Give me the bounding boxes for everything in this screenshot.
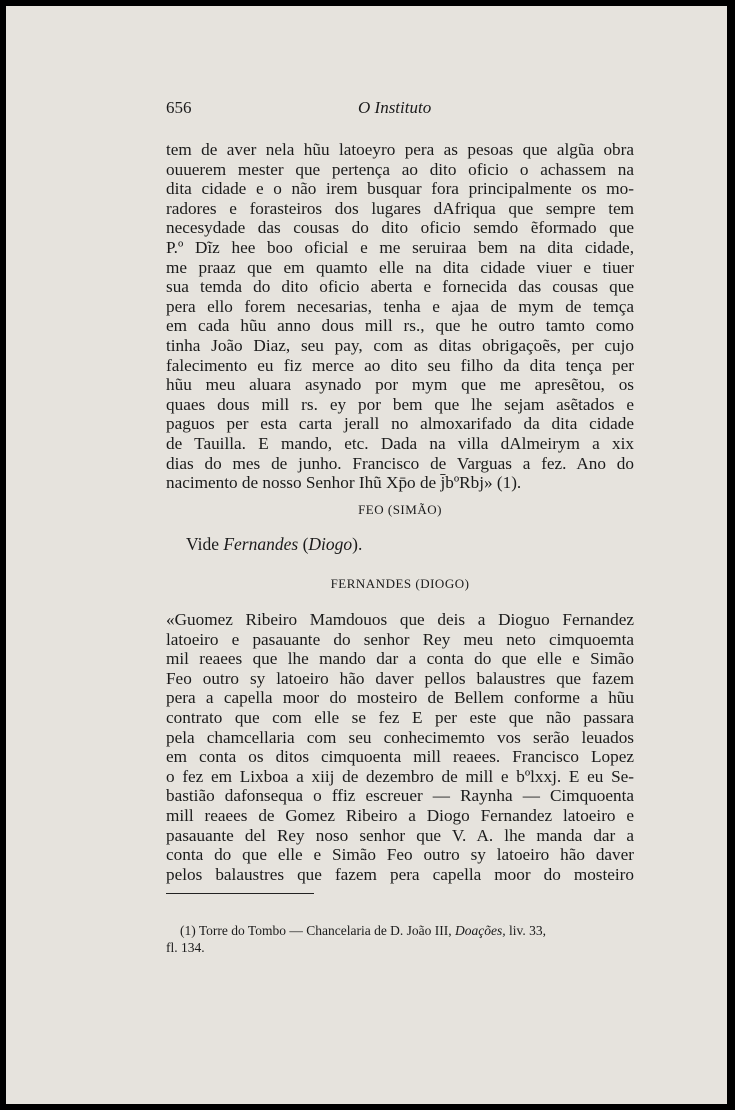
text-line: latoeiro e pasauante do senhor Rey meu neto cimquoemta [166,629,634,649]
text-line: mill reaees de Gomez Ribeiro a Diogo Fernandez latoeiro e [166,805,634,825]
text-line: Feo outro sy latoeiro hão daver pellos balaustres que fazem [166,668,634,688]
vide-surname: Fernandes [223,534,299,554]
text-line: de Tauilla. E mando, etc. Dada na villa dAlmeirym a xix [166,433,634,453]
vide-paren-close: ). [352,534,363,554]
text-line: sua temda do dito oficio aberta e fornecida das cousas que [166,277,634,297]
text-line: «Guomez Ribeiro Mamdouos que deis a Dioguo Fernandez [166,610,634,629]
book-page [6,6,727,1104]
vide-firstname: Diogo [308,534,353,554]
running-header [166,98,634,120]
text-line: necesydade das cousas do dito oficio semdo ẽformado que [166,218,634,238]
footnote-italic: Doações, [455,923,506,938]
page-number: 656 [166,98,192,117]
vide-paren-open: ( [298,534,309,554]
text-line: P.º Dĩz hee boo oficial e me seruiraa bem na dita cidade, [166,237,634,257]
text-line: o fez em Lixboa a xiij de dezembro de mill e bºlxxj. E eu Se- [166,766,634,786]
section-heading-feo: FEO (SIMÃO) [358,502,442,517]
text-line: me praaz que em quamto elle na dita cidade viuer e tiuer [166,257,634,277]
text-line: hũu meu aluara asynado por mym que me apresẽtou, os [166,375,634,395]
footnote [166,922,634,956]
text-line: dias do mes de junho. Francisco de Varguas a fez. Ano do [166,453,634,473]
text-line: pasauante del Rey noso senhor que V. A. lhe manda dar a [166,825,634,845]
text-line: pela chamcellaria com seu conhecimemto vos serão leuados [166,727,634,747]
footnote-text-a: Torre do Tombo — Chancelaria de D. João III, [195,923,456,938]
text-line: tem de aver nela hũu latoeyro pera as pesoas que algũa obra [166,140,634,159]
footnote-line-2: fl. 134. [166,940,205,955]
footnote-marker: (1) [180,923,196,938]
text-line: quaes dous mill rs. ey por bem que lhe sejam asẽtados e [166,394,634,414]
text-line: tinha João Diaz, seu pay, com as ditas obrigaçoẽs, per cujo [166,335,634,355]
text-line: bastião dafonsequa o ffiz escreuer — Raynha — Cimquoenta [166,786,634,806]
text-line: em cada hũu anno dous mill rs., que he outro tamto como [166,316,634,336]
text-line: pelos balaustres que fazem pera capella moor do mosteiro [166,864,634,884]
footnote-line-1 [166,922,634,939]
text-line: pera ello forem necesarias, tenha e ajaa de mym de temça [166,296,634,316]
footnote-text-b: liv. 33, [505,923,547,938]
text-line: mil reaees que lhe mando dar a conta do que elle e Simão [166,649,634,669]
running-title: O Instituto [358,98,432,117]
paragraph-2 [166,610,634,884]
text-line: em conta os ditos cimquoenta mill reaees. Francisco Lopez [166,747,634,767]
vide-prefix: Vide [186,534,224,554]
text-line: conta do que elle e Simão Feo outro sy latoeiro hão daver [166,845,634,865]
text-line: falecimento eu fiz merce ao dito seu filho da dita tença per [166,355,634,375]
text-line: contrato que com elle se fez E per este que não passara [166,707,634,727]
text-line: dita cidade e o não irem busquar fora principalmente os mo- [166,179,634,199]
text-line: paguos per esta carta jerall no almoxarifado da dita cidade [166,414,634,434]
cross-reference [186,534,362,555]
footnote-rule [166,893,314,894]
section-heading-fernandes: FERNANDES (DIOGO) [330,576,470,591]
text-line: pera a capella moor do mosteiro de Bellem conforme a hũu [166,688,634,708]
text-line: radores e forasteiros dos lugares dAfriqua que sempre tem [166,198,634,218]
text-line: ouuerem mester que pertença ao dito oficio o achassem na [166,159,634,179]
paragraph-1 [166,140,634,493]
text-line: nacimento de nosso Senhor Ihũ Xp̄o de j̄bºRbj» (1). [166,473,522,493]
